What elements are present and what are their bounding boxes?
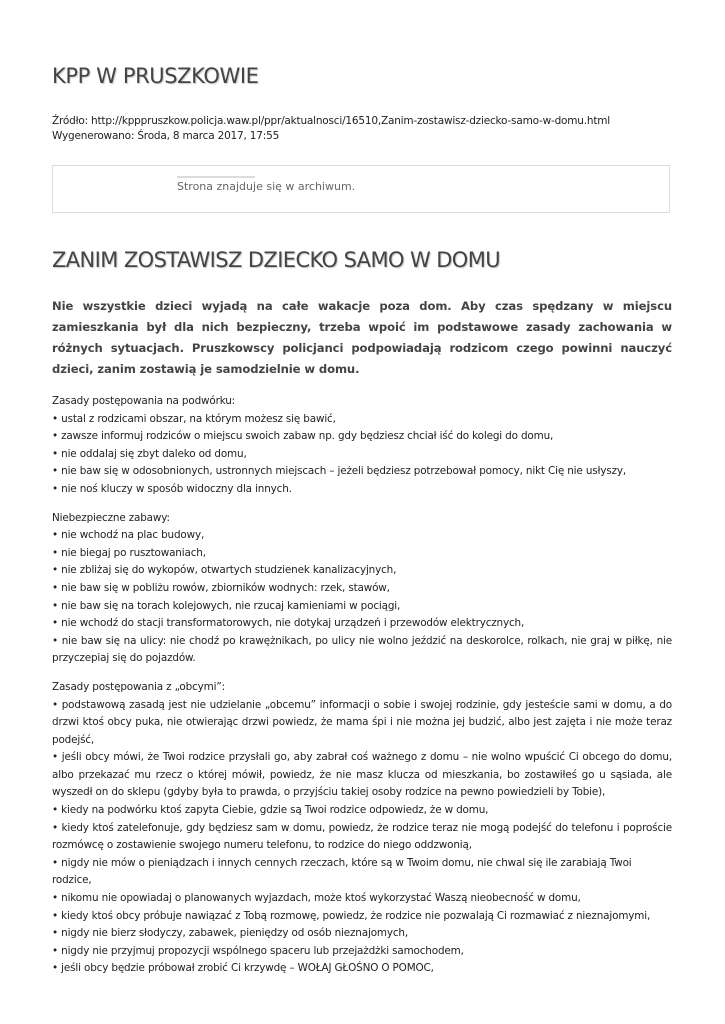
list-item: • jeśli obcy mówi, że Twoi rodzice przysłali go, aby zabrał coś ważnego z domu – nie wolno wpuścić Ci obcego do domu, albo przekazać mu rzecz o której mówił, powiedz, że nie masz klucza od mieszkania, bo zostawiłeś go u sąsiada, ale wyszedł on do sklepu (gdyby była to prawda, o przyjściu takiej osoby rodzice na pewno powiedzieli by Tobie), bbox=[52, 751, 672, 799]
list-item: • nie biegaj po rusztowaniach, bbox=[52, 546, 206, 559]
list-item: • nie baw się na ulicy: nie chodź po krawężnikach, po ulicy nie wolno jeździć na deskorolce, rolkach, nie graj w piłkę, nie przyczepiaj się do pojazdów. bbox=[52, 634, 672, 665]
archive-notice: Strona znajduje się w archiwum. bbox=[177, 180, 356, 193]
article-lead: Nie wszystkie dzieci wyjadą na całe wakacje poza dom. Aby czas spędzany w miejscu zamieszkania był dla nich bezpieczny, trzeba wpoić im podstawowe zasady zachowania w różnych sytuacjach. Pruszkowscy policjanci podpowiadają rodzicom czego powinni nauczyć dzieci, zanim zostawią je samodzielnie w domu. bbox=[52, 299, 672, 376]
section-heading-yard: Zasady postępowania na podwórku: bbox=[52, 395, 236, 407]
document-meta bbox=[52, 114, 610, 144]
list-item: • kiedy ktoś zatelefonuje, gdy będziesz sam w domu, powiedz, że rodzice teraz nie mogą podejść do telefonu i poproście rozmówcę o zostawienie swojego numeru telefonu, to rodzice do niego oddzwonią, bbox=[52, 821, 672, 852]
archive-divider bbox=[177, 176, 255, 178]
list-item: • nie wchodź na plac budowy, bbox=[52, 529, 205, 542]
list-item: • nie baw się w pobliżu rowów, zbiorników wodnych: rzek, stawów, bbox=[52, 581, 390, 594]
archive-notice-box bbox=[52, 165, 670, 213]
list-item: • zawsze informuj rodziców o miejscu swoich zabaw np. gdy będziesz chciał iść do kolegi do domu, bbox=[52, 430, 554, 443]
source-url: Źródło: http://kpppruszkow.policja.waw.pl/ppr/aktualnosci/16510,Zanim-zostawisz-dziecko-samo-w-domu.html bbox=[52, 115, 611, 127]
list-item: • jeśli obcy będzie próbował zrobić Ci krzywdę – WOŁAJ GŁOŚNO O POMOC, bbox=[52, 962, 434, 975]
list-item: • nigdy nie bierz słodyczy, zabawek, pieniędzy od osób nieznajomych, bbox=[52, 927, 409, 940]
list-item: • kiedy na podwórku ktoś zapyta Ciebie, gdzie są Twoi rodzice odpowiedz, że w domu, bbox=[52, 804, 489, 817]
list-item: • podstawową zasadą jest nie udzielanie „obcemu” informacji o sobie i swojej rodzinie, gdy jesteście sami w domu, a do drzwi ktoś obcy puka, nie otwierając drzwi powiedz, że mama śpi i nie można jej budzić, albo jest zajęta i nie może teraz podejść, bbox=[52, 698, 672, 746]
list-item: • ustal z rodzicami obszar, na którym możesz się bawić, bbox=[52, 412, 336, 425]
section-heading-dangerous-games: Niebezpieczne zabawy: bbox=[52, 511, 170, 524]
list-item: • nikomu nie opowiadaj o planowanych wyjazdach, może ktoś wykorzystać Waszą nieobecność w domu, bbox=[52, 892, 581, 905]
list-item: • nigdy nie przyjmuj propozycji wspólnego spaceru lub przejażdżki samochodem, bbox=[52, 944, 464, 957]
list-item: • nie oddalaj się zbyt daleko od domu, bbox=[52, 447, 247, 460]
list-item: • nie baw się w odosobnionych, ustronnych miejscach – jeżeli będziesz potrzebował pomocy, nikt Cię nie usłyszy, bbox=[52, 465, 627, 478]
generated-date: Wygenerowano: Środa, 8 marca 2017, 17:55 bbox=[52, 130, 280, 142]
list-item: • nie baw się na torach kolejowych, nie rzucaj kamieniami w pociągi, bbox=[52, 599, 401, 612]
article-title: ZANIM ZOSTAWISZ DZIECKO SAMO W DOMU bbox=[52, 248, 501, 272]
list-item: • nie noś kluczy w sposób widoczny dla innych. bbox=[52, 482, 292, 495]
list-item: • nie zbliżaj się do wykopów, otwartych studzienek kanalizacyjnych, bbox=[52, 564, 397, 577]
list-item: • kiedy ktoś obcy próbuje nawiązać z Tobą rozmowę, powiedz, że rodzice nie pozwalają Ci rozmawiać z nieznajomymi, bbox=[52, 909, 651, 922]
article-body bbox=[52, 393, 672, 978]
section-heading-strangers: Zasady postępowania z „obcymi”: bbox=[52, 680, 225, 693]
list-item: • nie wchodź do stacji transformatorowych, nie dotykaj urządzeń i przewodów elektrycznych, bbox=[52, 617, 525, 630]
list-item: • nigdy nie mów o pieniądzach i innych cennych rzeczach, które są w Twoim domu, nie chwal się ile zarabiają Twoi rodzice, bbox=[52, 856, 632, 887]
site-title: KPP W PRUSZKOWIE bbox=[52, 64, 259, 88]
